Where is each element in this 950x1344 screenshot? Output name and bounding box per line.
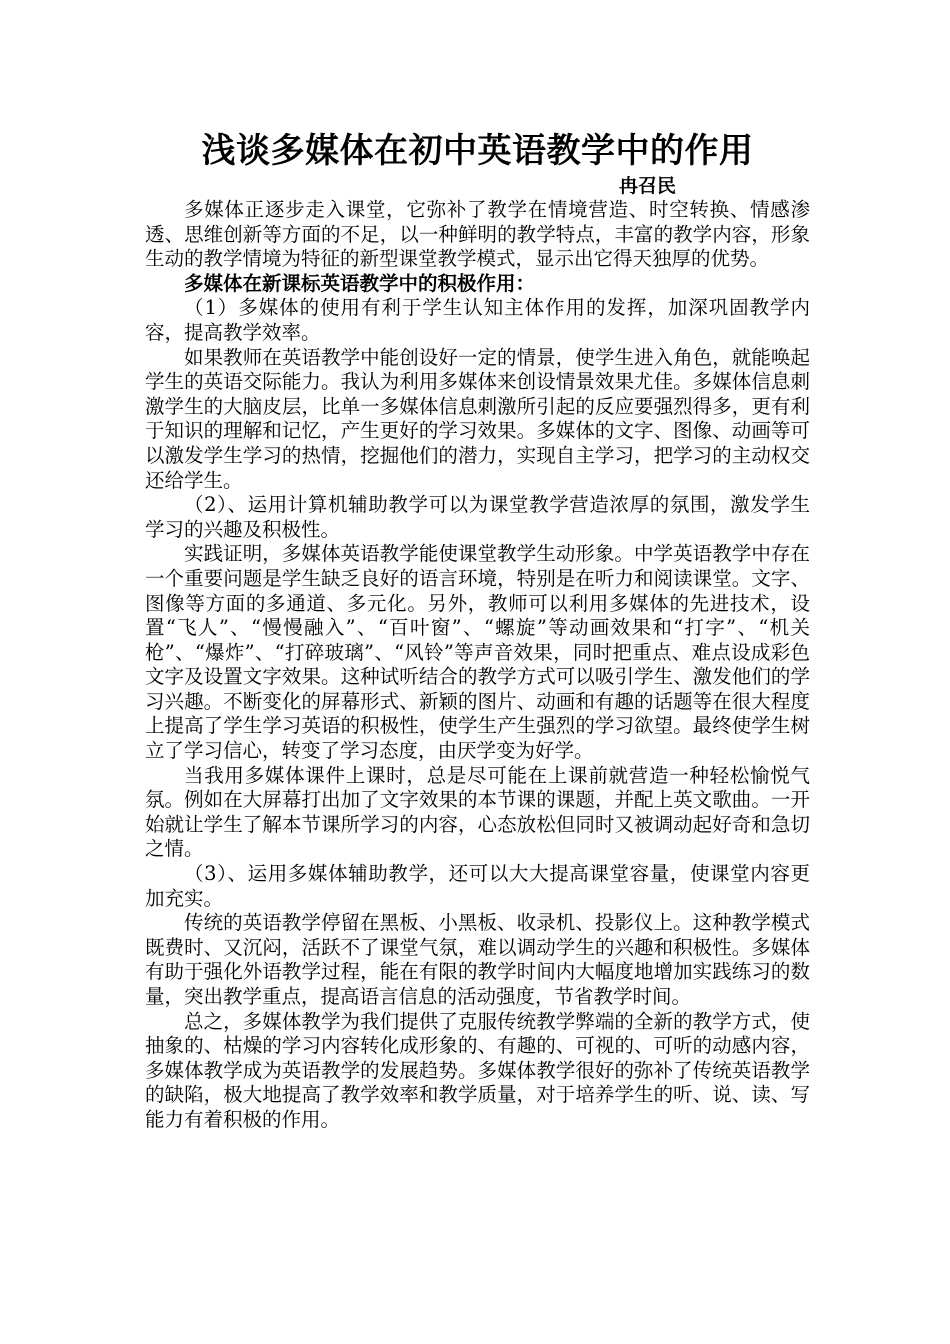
point-1-heading: （1）多媒体的使用有利于学生认知主体作用的发挥，加深巩固教学内容，提高教学效率。 [145, 296, 810, 344]
point-2-heading: （2）、运用计算机辅助教学可以为课堂教学营造浓厚的氛围，激发学生学习的兴趣及积极性。 [145, 493, 810, 541]
point-3-body: 传统的英语教学停留在黑板、小黑板、收录机、投影仪上。这种教学模式既费时、又沉闷，活跃不了课堂气氛，难以调动学生的兴趣和积极性。多媒体有助于强化外语教学过程，能在有限的教学时间内大幅度地增加实践练习的数量，突出教学重点，提高语言信息的活动强度，节省教学时间。 [145, 911, 810, 1008]
section-heading: 多媒体在新课标英语教学中的积极作用： [184, 271, 536, 295]
point-1-body: 如果教师在英语教学中能创设好一定的情景，使学生进入角色，就能唤起学生的英语交际能力。我认为利用多媒体来创设情景效果尤佳。多媒体信息刺激学生的大脑皮层，比单一多媒体信息刺激所引起的反应要强烈得多，更有利于知识的理解和记忆，产生更好的学习效果。多媒体的文字、图像、动画等可以激发学生学习的热情，挖掘他们的潜力，实现自主学习，把学习的主动权交还给学生。 [145, 345, 810, 492]
paragraph-intro: 多媒体正逐步走入课堂，它弥补了教学在情境营造、时空转换、情感渗透、思维创新等方面的不足，以一种鲜明的教学特点，丰富的教学内容，形象生动的教学情境为特征的新型课堂教学模式，显示出它得天独厚的优势。 [145, 198, 810, 271]
point-3-heading: （3）、运用多媒体辅助教学，还可以大大提高课堂容量，使课堂内容更加充实。 [145, 862, 810, 910]
point-2-body-2: 当我用多媒体课件上课时，总是尽可能在上课前就营造一种轻松愉悦气氛。例如在大屏幕打出加了文字效果的本节课的课题，并配上英文歌曲。一开始就让学生了解本节课所学习的内容，心态放松但同时又被调动起好奇和急切之情。 [145, 763, 810, 861]
author-name: 冉召民 [618, 175, 676, 197]
document-page [145, 128, 810, 1133]
conclusion-paragraph: 总之，多媒体教学为我们提供了克服传统教学弊端的全新的教学方式，使抽象的、枯燥的学习内容转化成形象的、有趣的、可视的、可听的动感内容，多媒体教学成为英语教学的发展趋势。多媒体教学很好的弥补了传统英语教学的缺陷，极大地提高了教学效率和教学质量，对于培养学生的听、说、读、写能力有着积极的作用。 [145, 1009, 810, 1131]
point-2-body-1: 实践证明，多媒体英语教学能使课堂教学生动形象。中学英语教学中存在一个重要问题是学生缺乏良好的语言环境，特别是在听力和阅读课堂。文字、图像等方面的多通道、多元化。另外，教师可以利用多媒体的先进技术，设置“飞人”、“慢慢融入”、“百叶窗”、“螺旋”等动画效果和“打字”、“机关枪”、“爆炸”、“打碎玻璃”、“风铃”等声音效果，同时把重点、难点设成彩色文字及设置文字效果。这种试听结合的教学方式可以吸引学生、激发他们的学习兴趣。不断变化的屏幕形式、新颖的图片、动画和有趣的话题等在很大程度上提高了学生学习英语的积极性，使学生产生强烈的学习欲望。最终使学生树立了学习信心，转变了学习态度，由厌学变为好学。 [145, 542, 810, 763]
document-title: 浅谈多媒体在初中英语教学中的作用 [201, 131, 754, 171]
